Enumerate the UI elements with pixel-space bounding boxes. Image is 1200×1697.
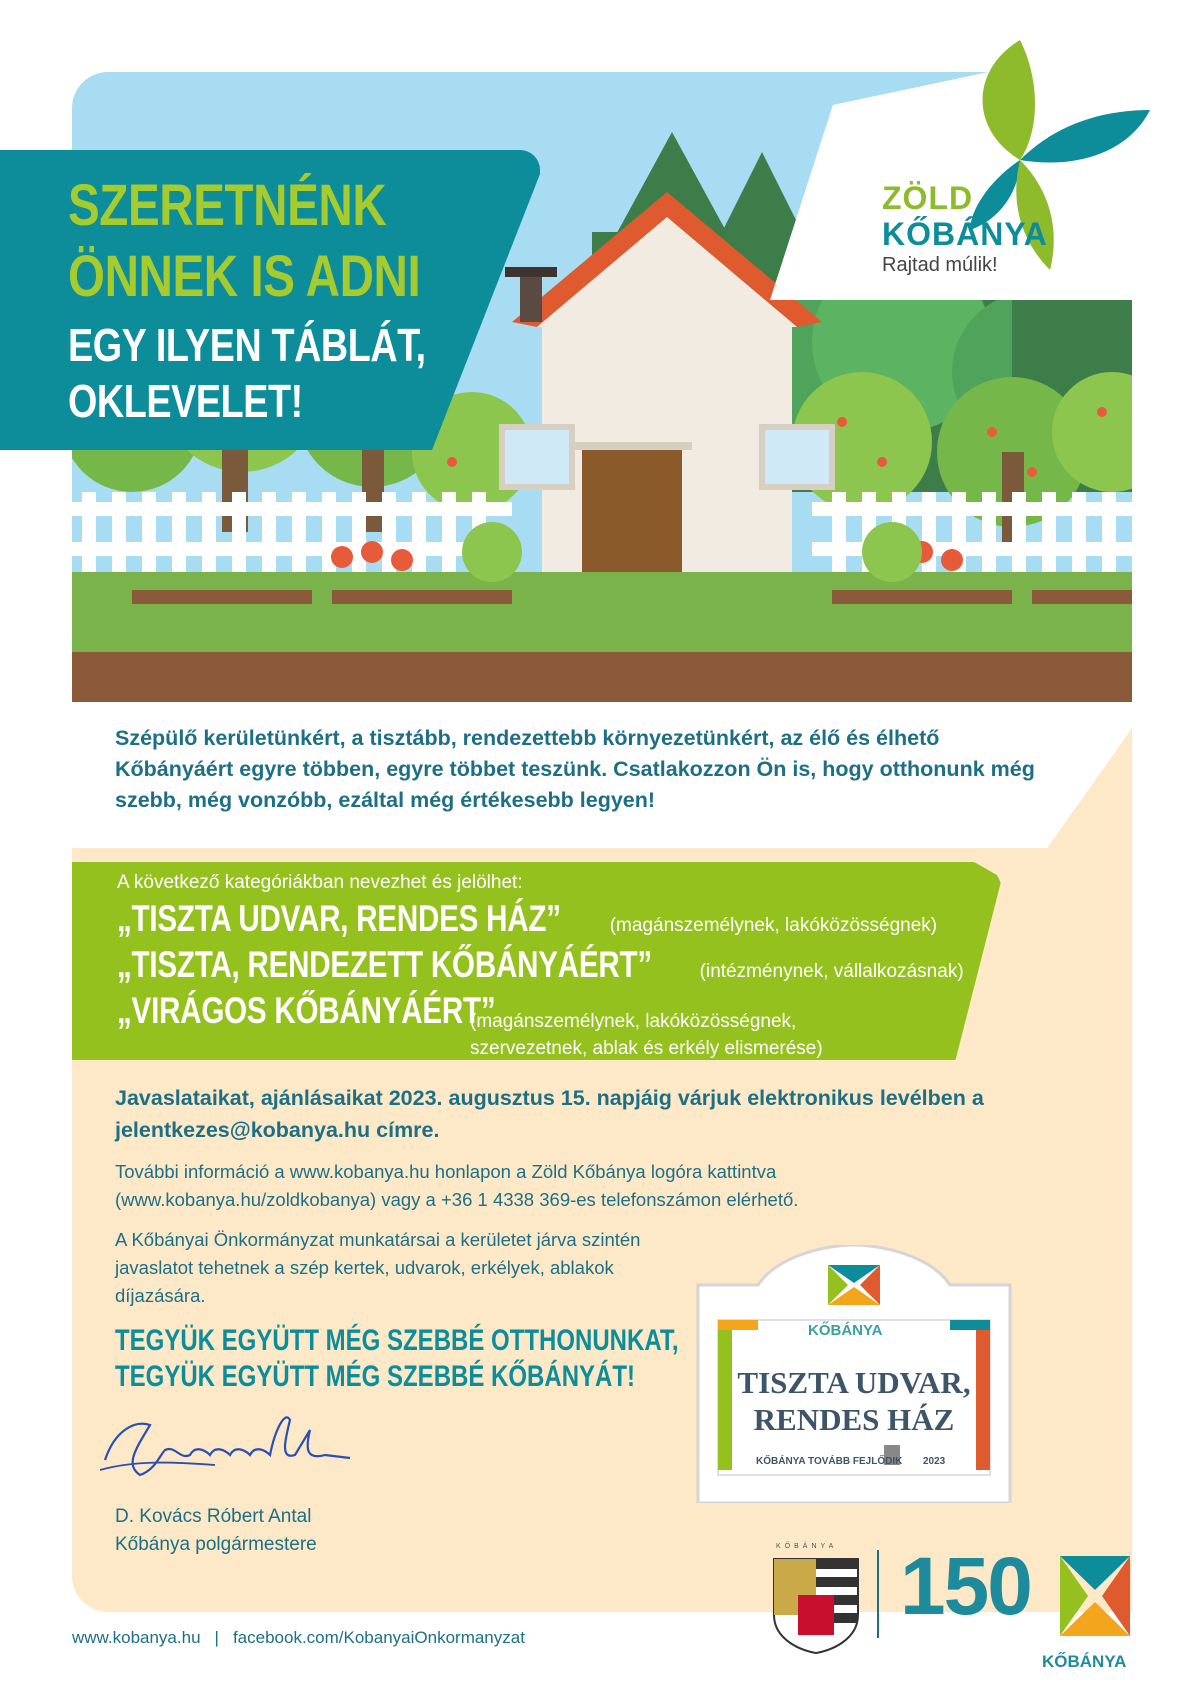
category-note-line-2: szervezetnek, ablak és erkély elismerése) bbox=[470, 1038, 823, 1059]
category-note: (magánszemélynek, lakóközösségnek) bbox=[609, 915, 938, 936]
plaque-title-line-2: RENDES HÁZ bbox=[753, 1402, 955, 1437]
headline-line-4: OKLEVELET! bbox=[68, 375, 303, 427]
categories-intro: A következő kategóriákban nevezhet és jelölhet: bbox=[117, 872, 523, 893]
logo-word-kobanya: KŐBÁNYA bbox=[882, 216, 1048, 252]
anniversary-brand: KŐBÁNYA bbox=[1042, 1652, 1127, 1671]
category-item bbox=[117, 944, 964, 986]
footer-facebook-link[interactable]: facebook.com/KobanyaiOnkormanyzat bbox=[232, 1628, 525, 1647]
category-name: „VIRÁGOS KŐBÁNYÁÉRT” bbox=[117, 990, 496, 1031]
plaque-footer: KŐBÁNYA TOVÁBB FEJLŐDIK bbox=[756, 1456, 903, 1467]
signer-title: Kőbánya polgármestere bbox=[115, 1534, 317, 1555]
footer-website-link[interactable]: www.kobanya.hu bbox=[72, 1628, 201, 1647]
signature bbox=[95, 1400, 355, 1490]
footer-separator: | bbox=[214, 1628, 219, 1647]
logo-slogan: Rajtad múlik! bbox=[882, 254, 998, 276]
category-name: „TISZTA, RENDEZETT KŐBÁNYÁÉRT” bbox=[117, 944, 652, 985]
kobanya-x-logo bbox=[1060, 1556, 1130, 1636]
category-item bbox=[117, 898, 937, 940]
plaque-title-line-1: TISZTA UDVAR, bbox=[737, 1365, 971, 1400]
footer bbox=[72, 1628, 525, 1648]
info-paragraph: További információ a www.kobanya.hu honlapon a Zöld Kőbánya logóra kattintva (www.kobanya.hu/zoldkobanya) vagy a +36 1 4338 369-es telefonszámon elérhető. bbox=[115, 1161, 799, 1210]
intro-paragraph: Szépülő kerületünkért, a tisztább, rendezettebb környezetünkért, az élő és élhető Kőbányáért egyre többen, egyre többet teszünk. Csatlakozzon Ön is, hogy otthonunk még szebb, még vonzóbb, ezáltal még értékesebb legyen! bbox=[115, 726, 1035, 812]
coat-of-arms-label: KŐBÁNYA bbox=[776, 1543, 838, 1550]
category-note: (intézménynek, vállalkozásnak) bbox=[699, 961, 964, 982]
category-name: „TISZTA UDVAR, RENDES HÁZ” bbox=[117, 898, 561, 939]
plaque-year: 2023 bbox=[923, 1456, 946, 1467]
office-paragraph: A Kőbányai Önkormányzat munkatársai a kerületet járva szintén javaslatot tehetnek a szép kertek, udvarok, erkélyek, ablakok díjazására. bbox=[115, 1229, 641, 1306]
deadline-paragraph: Javaslataikat, ajánlásaikat 2023. augusztus 15. napjáig várjuk elektronikus levélben a jelentkezes@kobanya.hu címre. bbox=[115, 1086, 984, 1142]
signer-name: D. Kovács Róbert Antal bbox=[115, 1506, 312, 1527]
plaque-brand: KŐBÁNYA bbox=[808, 1322, 883, 1339]
category-note bbox=[470, 1008, 823, 1062]
headline-line-2: ÖNNEK IS ADNI bbox=[68, 244, 421, 309]
headline-line-1: SZERETNÉNK bbox=[68, 173, 387, 238]
headline-line-3: EGY ILYEN TÁBLÁT, bbox=[68, 319, 426, 371]
call-to-action-line-1: TEGYÜK EGYÜTT MÉG SZEBBÉ OTTHONUNKAT, bbox=[115, 1324, 679, 1357]
anniversary-number: 150 bbox=[900, 1541, 1031, 1632]
coat-of-arms bbox=[770, 1555, 862, 1655]
logo-divider bbox=[877, 1550, 879, 1638]
category-note-line-1: (magánszemélynek, lakóközösségnek, bbox=[470, 1011, 797, 1032]
call-to-action-line-2: TEGYÜK EGYÜTT MÉG SZEBBÉ KŐBÁNYÁT! bbox=[115, 1360, 636, 1393]
logo-word-zold: ZÖLD bbox=[882, 180, 974, 216]
